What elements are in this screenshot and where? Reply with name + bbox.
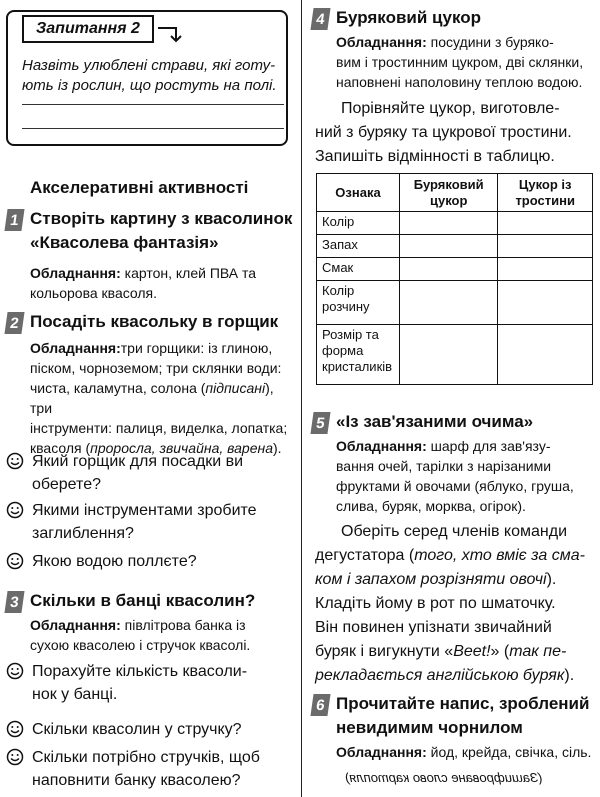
activity-3 (6, 589, 296, 655)
table-cell[interactable] (400, 235, 498, 258)
equipment-text: Обладнання: посудини з буряко- вим і тростинним цукром, дві склянки, наповнені наполовину теплою водою. (336, 34, 584, 90)
activity-title: «Із зав'язаними очима» (336, 412, 534, 431)
table-cell: Колір розчину (317, 281, 400, 325)
equipment-text: Обладнання: картон, клей ПВА та кольорова квасоля. (30, 265, 257, 301)
equipment-text: Обладнання: йод, крейда, свічка, сіль. (336, 744, 592, 760)
equipment-text: Обладнання:три горщики: із глиною, піском, чорноземом; три склянки води: чиста, каламутна, солона (підписані), три інструменти: палиця, виделка, лопатка; квасоля (проросла, звичайна, варена). (30, 340, 288, 456)
table-header-cell: Буряковий цукор (400, 174, 498, 212)
table-cell[interactable] (400, 325, 498, 385)
activity-title: Скільки в банці квасолин? (30, 591, 256, 610)
question-text: Назвіть улюблені страви, які готу- ють із рослин, що ростуть на полі. (22, 57, 277, 94)
table-row (317, 212, 593, 235)
table-cell[interactable] (498, 281, 593, 325)
table-cell[interactable] (400, 258, 498, 281)
table-cell[interactable] (498, 325, 593, 385)
activity-number: 2 (4, 312, 24, 334)
instruction-text: Оберіть серед членів команди дегустатора (того, хто вміє за сма- ком і запахом розрізняти овочі). Кладіть йому в рот по шматочку. Він повинен упізнати звичайний буряк і вигукнути «Beet!» (так пе- рекладається англійською буряк). (315, 523, 585, 684)
table-cell: Розмір та форма кристаликів (317, 325, 400, 385)
question-item: Скільки квасолин у стручку? (6, 718, 298, 741)
activity-number: 3 (4, 591, 24, 613)
smiley-icon (6, 452, 24, 470)
table-cell[interactable] (400, 281, 498, 325)
activity-title: Створіть картину з квасолинок «Квасолева фантазія» (30, 209, 293, 252)
column-divider (301, 0, 302, 797)
question-box (6, 10, 288, 146)
right-column (305, 0, 597, 797)
table-cell: Запах (317, 235, 400, 258)
question-item: Якими інструментами зробите заглиблення? (6, 499, 298, 545)
table-row (317, 281, 593, 325)
table-header-row (317, 174, 593, 212)
activity-number: 5 (310, 412, 330, 434)
activity-number: 4 (310, 8, 330, 30)
question-item: Порахуйте кількість квасоли- нок у банці. (6, 660, 298, 706)
answer-line (22, 128, 284, 129)
table-cell: Смак (317, 258, 400, 281)
activity-4 (312, 6, 600, 92)
table-row (317, 235, 593, 258)
activity-title: Посадіть квасольку в горщик (30, 312, 279, 331)
question-item: Який горщик для посадки ви оберете? (6, 450, 298, 496)
answer-line (22, 104, 284, 105)
activity-title: Прочитайте напис, зроблений невидимим чорнилом (336, 694, 590, 737)
table-row (317, 325, 593, 385)
table-cell: Колір (317, 212, 400, 235)
table-row (317, 258, 593, 281)
activity-1 (6, 207, 296, 303)
table-cell[interactable] (498, 212, 593, 235)
smiley-icon (6, 720, 24, 738)
question-item: Скільки потрібно стручків, щоб наповнити банку квасолею? (6, 746, 298, 792)
activity-title: Буряковий цукор (336, 8, 482, 27)
table-cell[interactable] (498, 258, 593, 281)
smiley-icon (6, 662, 24, 680)
activity-number: 1 (4, 209, 24, 231)
table-cell[interactable] (400, 212, 498, 235)
activity-number: 6 (310, 694, 330, 716)
question-tab: Запитання 2 (22, 15, 154, 43)
equipment-text: Обладнання: півлітрова банка із сухою квасолею і стручок квасолі. (30, 617, 251, 653)
activity-2 (6, 310, 296, 458)
activity-6 (312, 692, 600, 762)
smiley-icon (6, 552, 24, 570)
question-item: Якою водою поллєте? (6, 550, 298, 573)
table-cell[interactable] (498, 235, 593, 258)
equipment-text: Обладнання: шарф для зав'язу- вання очей, тарілки з нарізаними фруктами й овочами (яблуко, груша, слива, буряк, морква, огірок). (336, 438, 574, 514)
smiley-icon (6, 748, 24, 766)
arrow-icon (156, 26, 186, 44)
activity-5 (312, 410, 600, 516)
comparison-table (316, 173, 593, 385)
table-header-cell: Ознака (317, 174, 400, 212)
table-header-cell: Цукор із тростини (498, 174, 593, 212)
instruction-text: Порівняйте цукор, виготовле- ний з буряку та цукрової тростини. Запишіть відмінності в таблицю. (315, 100, 572, 165)
mirrored-secret-note: (Зашифроване слово картопля) (345, 770, 543, 785)
section-title: Акселеративні активності (30, 178, 249, 197)
smiley-icon (6, 501, 24, 519)
